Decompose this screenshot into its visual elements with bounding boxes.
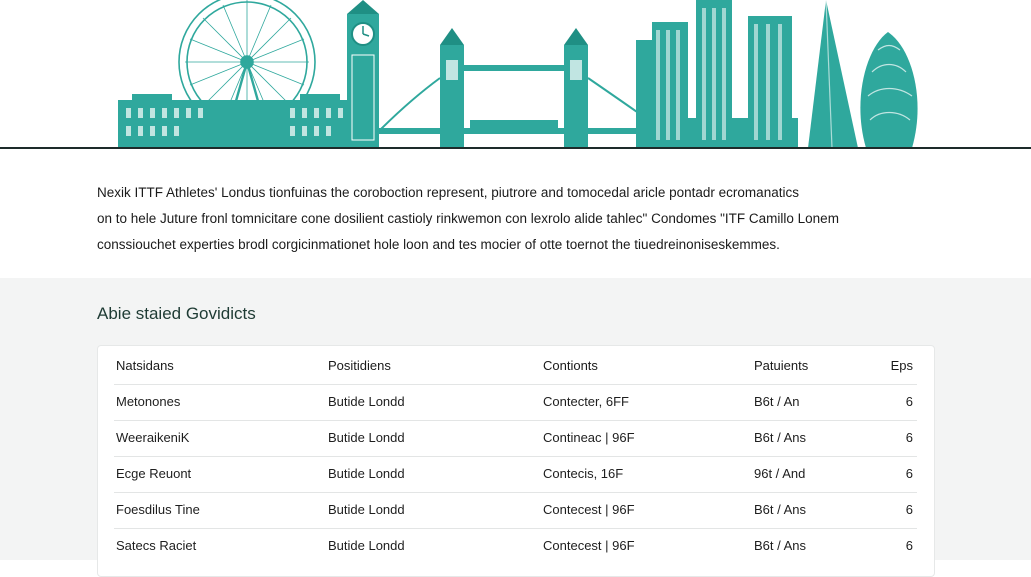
table-row[interactable] — [114, 528, 917, 564]
table-cell: Butide Londd — [328, 538, 405, 553]
tower-bridge-icon — [378, 28, 668, 148]
shard-icon — [808, 0, 858, 148]
table-cell: B6t / Ans — [754, 538, 807, 553]
table-cell: Ecge Reuont — [116, 466, 192, 481]
table-cell: 6 — [905, 466, 913, 481]
table-cell: Satecs Raciet — [116, 538, 197, 553]
column-header[interactable]: Natsidans — [116, 358, 174, 373]
ground-line — [0, 147, 1031, 149]
table-header-row — [114, 348, 917, 385]
table-cell: Contecter, 6FF — [543, 394, 629, 409]
table-cell: Butide Londd — [328, 430, 405, 445]
table-cell: 6 — [905, 394, 913, 409]
big-ben-icon — [347, 0, 379, 148]
table-cell: Contineac | 96F — [543, 430, 635, 445]
table-row[interactable] — [114, 492, 917, 529]
table-cell: B6t / An — [754, 394, 800, 409]
table-cell: 96t / And — [754, 466, 806, 481]
table-cell: Metonones — [116, 394, 181, 409]
table-cell: B6t / Ans — [754, 430, 807, 445]
westminster-building — [118, 94, 348, 148]
london-skyline-illustration — [0, 0, 1031, 152]
table-cell: B6t / Ans — [754, 502, 807, 517]
table-cell: Contecis, 16F — [543, 466, 624, 481]
table-cell: WeeraikeniK — [116, 430, 190, 445]
intro-line: Nexik ITTF Athletes' Londus tionfuinas the coroboction represent, piutrore and tomocedal aricle pontadr ecromanatics — [97, 185, 799, 200]
table-cell: Butide Londd — [328, 502, 405, 517]
table-cell: Butide Londd — [328, 394, 405, 409]
section-title: Abie staied Govidicts — [97, 304, 256, 323]
city-towers — [636, 0, 798, 148]
data-table-card — [97, 345, 935, 577]
table-cell: Contecest | 96F — [543, 538, 635, 553]
table-row[interactable] — [114, 420, 917, 457]
table-row[interactable] — [114, 456, 917, 493]
table-row[interactable] — [114, 384, 917, 421]
table-cell: 6 — [905, 538, 913, 553]
column-header[interactable]: Patuients — [754, 358, 809, 373]
intro-line: on to hele Juture fronl tomnicitare cone dosilient castioly rinkwemon con lexrolo alide tahlec" Condomes "ITF Camillo Lonem — [97, 211, 839, 226]
table-cell: 6 — [905, 502, 913, 517]
table-cell: 6 — [905, 430, 913, 445]
gherkin-icon — [860, 32, 917, 148]
table-cell: Butide Londd — [328, 466, 405, 481]
column-header[interactable]: Contionts — [543, 358, 598, 373]
intro-paragraph — [97, 180, 937, 258]
table-cell: Contecest | 96F — [543, 502, 635, 517]
table-cell: Foesdilus Tine — [116, 502, 200, 517]
column-header[interactable]: Eps — [890, 358, 913, 373]
intro-line: conssiouchet experties brodl corgicinmationet hole loon and tes mocier of otte toernot the tiuedreinoniseskemmes. — [97, 237, 780, 252]
column-header[interactable]: Positidiens — [328, 358, 391, 373]
